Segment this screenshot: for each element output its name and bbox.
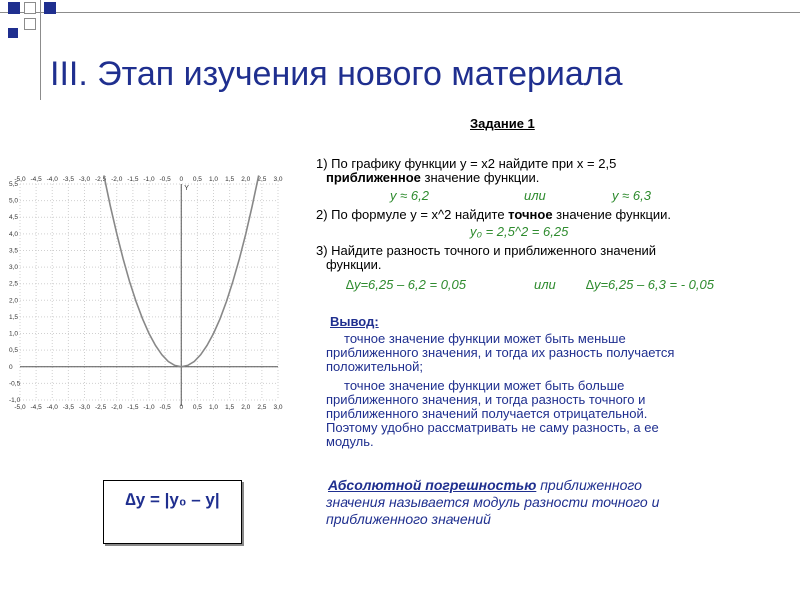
x-tick-label-top: -4,5 <box>30 176 42 183</box>
conclusion-line: точное значение функции может быть меньше <box>326 331 626 346</box>
x-tick-label-bottom: -5,0 <box>14 404 26 411</box>
x-tick-label-top: 2,5 <box>257 176 267 183</box>
x-tick-label-top: -3,5 <box>62 176 74 183</box>
y-tick-label: 1,0 <box>9 330 19 338</box>
conclusion-line: приближенного значения, и тогда разность точного и <box>326 392 646 407</box>
x-tick-label-top: -4,0 <box>46 176 58 183</box>
y-tick-label: 2,0 <box>9 297 19 305</box>
x-tick-label-top: -3,0 <box>78 176 91 183</box>
step1-text: 1) По графику функции y = x2 найдите при x = 2,5 <box>316 156 617 171</box>
definition-term: Абсолютной погрешностью <box>328 477 537 493</box>
x-tick-label-bottom: -2,0 <box>111 404 123 411</box>
y-tick-label: 3,5 <box>9 247 19 255</box>
x-tick-label-top: -0,5 <box>159 176 171 183</box>
step2-text <box>316 207 671 222</box>
step1-option1: y ≈ 6,2 <box>390 188 429 203</box>
y-tick-label: 1,5 <box>9 313 19 321</box>
definition-line2: значения называется модуль разности точного и <box>326 494 660 510</box>
x-tick-label-bottom: 3,0 <box>273 404 283 411</box>
step1-or: или <box>524 188 546 203</box>
x-tick-label-bottom: 2,0 <box>241 404 251 411</box>
y-tick-label: 0 <box>9 363 13 371</box>
step3-or: или <box>534 277 556 292</box>
y-tick-label: 2,5 <box>9 280 19 288</box>
x-tick-label-top: -2,0 <box>111 176 123 183</box>
decor-square <box>44 2 56 14</box>
conclusion-line: приближенного значений получается отрицательной. <box>326 406 648 421</box>
x-tick-label-bottom: 1,0 <box>208 404 219 411</box>
step3-text: 3) Найдите разность точного и приближенного значений <box>316 243 657 258</box>
task-title: Задание 1 <box>470 116 535 131</box>
conclusion-line: модуль. <box>326 434 374 449</box>
step3-diff1: ∆y=6,25 – 6,2 = 0,05 <box>346 277 466 292</box>
step2-pre: 2) По формуле y = x^2 найдите <box>316 207 509 222</box>
x-tick-label-bottom: 0 <box>179 404 184 411</box>
definition-rest: приближенного <box>536 477 642 493</box>
y-axis-label: Y <box>184 185 189 192</box>
decor-line-vertical <box>40 0 41 100</box>
x-tick-label-bottom: -1,5 <box>127 404 139 411</box>
x-tick-label-bottom: -3,5 <box>62 404 74 411</box>
x-tick-label-top: 3,0 <box>273 176 283 183</box>
x-tick-label-top: 0 <box>179 176 184 183</box>
x-tick-label-top: -5,0 <box>14 176 26 183</box>
conclusion-line: точное значение функции может быть больше <box>326 378 625 393</box>
x-tick-label-top: 1,0 <box>208 176 219 183</box>
y-tick-label: -0,5 <box>9 380 21 388</box>
chart-background <box>8 172 284 412</box>
conclusion-heading: Вывод: <box>330 314 379 329</box>
step3-diff2: ∆y=6,25 – 6,3 = - 0,05 <box>586 277 714 292</box>
step1-rest: значение функции. <box>420 170 540 185</box>
conclusion-line: приближенного значения, и тогда их разность получается <box>326 345 675 360</box>
decor-square <box>8 2 20 14</box>
decor-square <box>24 2 36 14</box>
y-tick-label: -1,0 <box>9 397 21 404</box>
decor-line-horizontal <box>0 12 800 13</box>
step1-option2: y ≈ 6,3 <box>612 188 651 203</box>
conclusion-line: Поэтому удобно рассматривать не саму разность, а ее <box>326 420 659 435</box>
x-tick-label-bottom: -3,0 <box>78 404 91 411</box>
decor-square <box>24 18 36 30</box>
x-tick-label-bottom: -1,0 <box>143 404 155 411</box>
x-tick-label-top: 0,5 <box>192 176 202 183</box>
parabola-chart <box>8 172 284 412</box>
slide-title: III. Этап изучения нового материала <box>50 55 623 93</box>
step2-result: y₀ = 2,5^2 = 6,25 <box>470 224 569 239</box>
y-tick-label: 3,0 <box>9 264 19 272</box>
x-tick-label-bottom: -2,5 <box>95 404 107 411</box>
x-tick-label-bottom: -0,5 <box>159 404 171 411</box>
y-tick-label: 0,5 <box>9 347 19 355</box>
step1-text-line2 <box>326 170 539 185</box>
x-tick-label-top: -2,5 <box>95 176 107 183</box>
y-tick-label: 5,5 <box>9 181 19 188</box>
x-tick-label-bottom: 0,5 <box>192 404 202 411</box>
step3-text-line2: функции. <box>326 257 382 272</box>
definition-line3: приближенного значений <box>326 511 491 527</box>
x-tick-label-bottom: -4,5 <box>30 404 42 411</box>
formula-box <box>103 480 242 544</box>
x-tick-label-top: -1,5 <box>127 176 139 183</box>
conclusion-line: положительной; <box>326 359 424 374</box>
x-tick-label-top: -1,0 <box>143 176 155 183</box>
x-tick-label-bottom: 1,5 <box>225 404 235 411</box>
step1-bold-word: приближенное <box>326 170 421 185</box>
y-tick-label: 5,0 <box>9 197 19 205</box>
step2-post: значение функции. <box>552 207 672 222</box>
absolute-error-formula: ∆y = |y₀ – y| <box>125 490 220 509</box>
definition-line1 <box>328 477 642 493</box>
y-tick-label: 4,0 <box>9 230 19 238</box>
x-tick-label-bottom: -4,0 <box>46 404 58 411</box>
x-tick-label-bottom: 2,5 <box>257 404 267 411</box>
y-tick-label: 4,5 <box>9 214 19 222</box>
x-tick-label-top: 2,0 <box>241 176 251 183</box>
step2-bold-word: точное <box>508 207 553 222</box>
x-tick-label-top: 1,5 <box>225 176 235 183</box>
decor-square <box>8 28 18 38</box>
